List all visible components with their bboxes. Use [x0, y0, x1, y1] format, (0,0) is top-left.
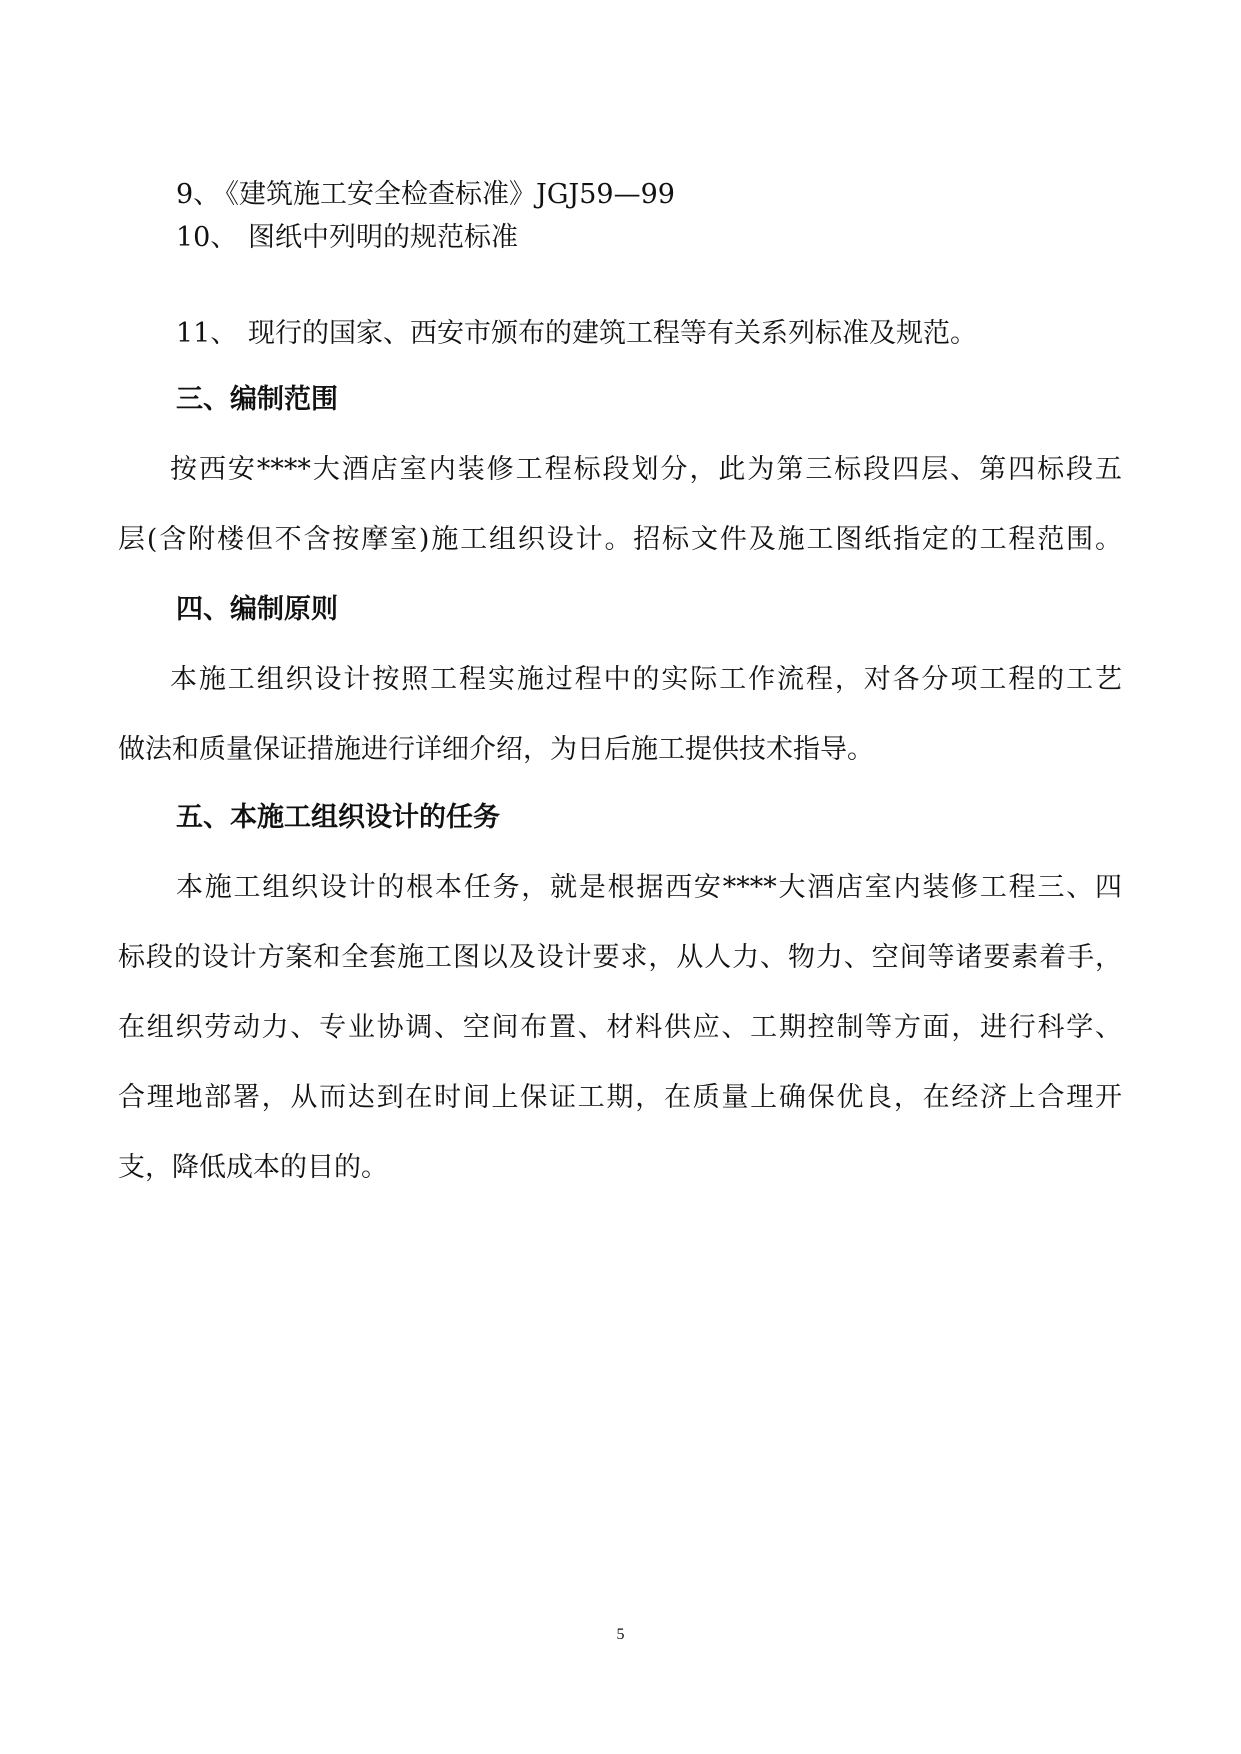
list-item-text: 《建筑施工安全检查标准》JGJ59—99 [212, 179, 675, 210]
list-item-number: 11、 [176, 318, 238, 349]
section-heading-principles: 四、编制原则 [176, 594, 338, 625]
list-item-text: 现行的国家、西安市颁布的建筑工程等有关系列标准及规范。 [248, 318, 977, 349]
list-item-number: 10、 [176, 222, 238, 253]
paragraph-line: 按西安****大酒店室内装修工程标段划分，此为第三标段四层、第四标段五 [170, 454, 1122, 485]
list-item-number: 9、 [176, 179, 221, 210]
section-heading-scope: 三、编制范围 [176, 384, 338, 415]
paragraph-line: 本施工组织设计的根本任务，就是根据西安****大酒店室内装修工程三、四 [176, 872, 1122, 903]
paragraph-line: 支，降低成本的目的。 [118, 1152, 388, 1183]
paragraph-line: 层(含附楼但不含按摩室)施工组织设计。招标文件及施工图纸指定的工程范围。 [118, 524, 1122, 555]
paragraph-line: 在组织劳动力、专业协调、空间布置、材料供应、工期控制等方面，进行科学、 [118, 1012, 1122, 1043]
paragraph-line: 标段的设计方案和全套施工图以及设计要求，从人力、物力、空间等诸要素着手， [118, 942, 1122, 973]
paragraph-line: 合理地部署，从而达到在时间上保证工期，在质量上确保优良，在经济上合理开 [118, 1082, 1122, 1113]
section-heading-tasks: 五、本施工组织设计的任务 [176, 802, 500, 833]
list-item-text: 图纸中列明的规范标准 [248, 222, 518, 253]
page-number: 5 [616, 1626, 625, 1643]
paragraph-line: 本施工组织设计按照工程实施过程中的实际工作流程，对各分项工程的工艺 [170, 664, 1122, 695]
paragraph-line: 做法和质量保证措施进行详细介绍，为日后施工提供技术指导。 [118, 734, 874, 765]
